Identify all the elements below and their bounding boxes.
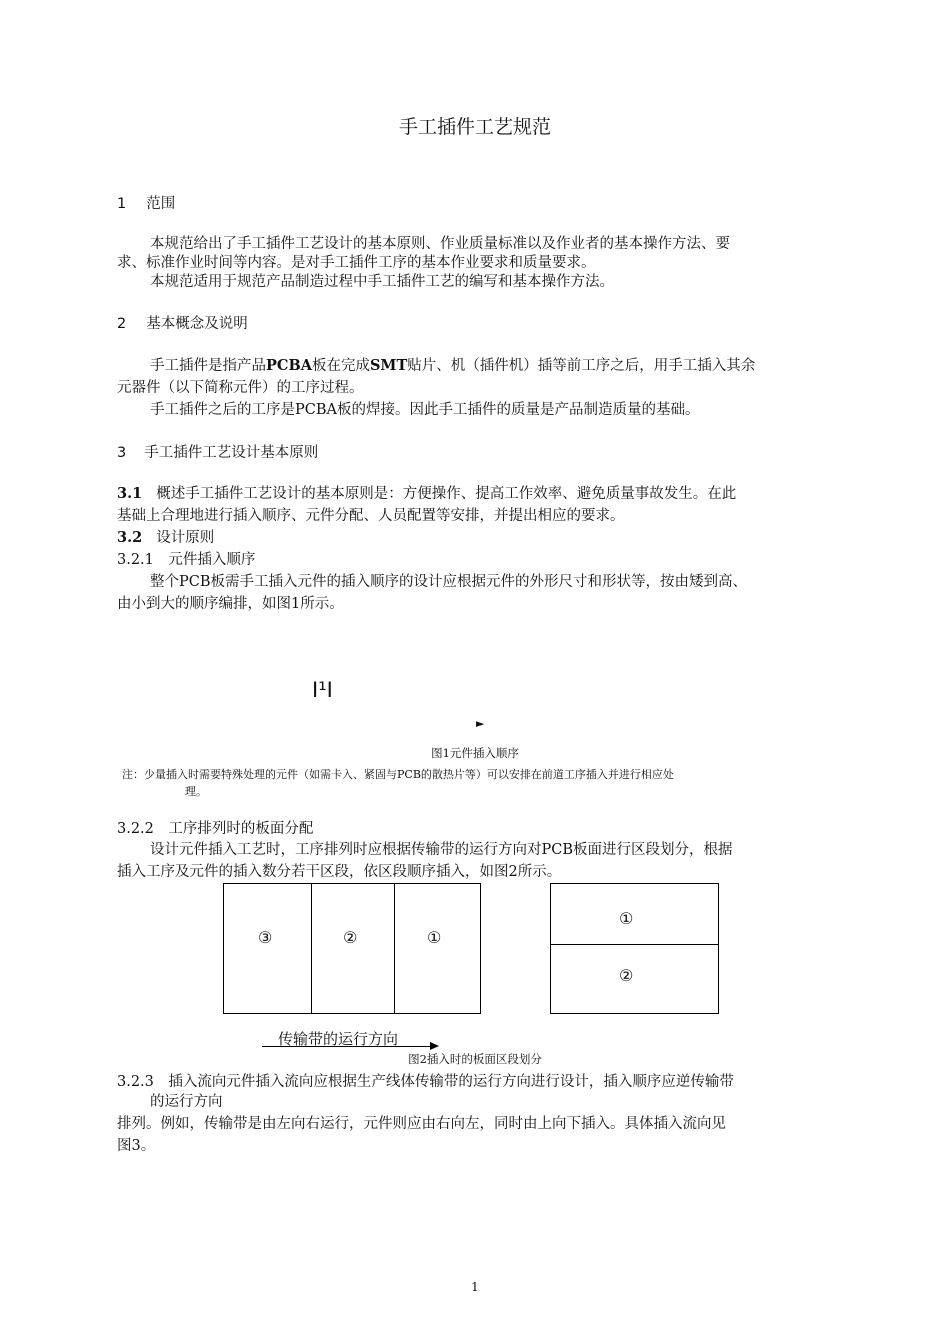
section-2-title: 基本概念及说明: [146, 316, 248, 332]
section-2-heading: [117, 312, 248, 333]
conveyor-arrow-line: [262, 1046, 434, 1047]
figure-1-arrow-icon: ►: [476, 717, 485, 730]
sec323-line2: 的运行方向: [150, 1094, 223, 1110]
sec322-line1: 设计元件插入工艺时，工序排列时应根据传输带的运行方向对PCB板面进行区段划分，根据: [150, 842, 733, 858]
figure-2-right-board: [550, 883, 719, 1014]
section-3-title: 手工插件工艺设计基本原则: [144, 445, 319, 461]
figure-2-caption: 图2插入时的板面区段划分: [408, 1052, 542, 1066]
section-3-number: 3: [117, 445, 127, 461]
sec322-heading: 3.2.2 工序排列时的板面分配: [117, 821, 314, 837]
text-span: 手工插件是指产品: [150, 358, 266, 374]
zone-label: ①: [619, 909, 634, 928]
sec323-line3: 排列。例如，传输带是由左向右运行，元件则应由右向左，同时由上向下插入。具体插入流向见: [117, 1116, 726, 1132]
zone-label: ①: [427, 928, 442, 947]
sec323-line1: 3.2.3 插入流向元件插入流向应根据生产线体传输带的运行方向进行设计，插入顺序应逆传输带: [117, 1074, 734, 1090]
zone-label: ③: [258, 928, 273, 947]
sec32-number: 3.2: [117, 529, 143, 546]
arrow-head-icon: [430, 1041, 440, 1051]
figure-2-left-board: [223, 883, 481, 1014]
note-line2: 理。: [185, 785, 207, 798]
figure-1-caption: 图1元件插入顺序: [431, 746, 519, 760]
sec1-para1-line1: 本规范给出了手工插件工艺设计的基本原则、作业质量标准以及作业者的基本操作方法、要: [150, 236, 730, 252]
sec31-number: 3.1: [117, 485, 143, 502]
sec1-para2: 本规范适用于规范产品制造过程中手工插件工艺的编写和基本操作方法。: [150, 274, 614, 290]
section-1-heading: [117, 192, 175, 213]
page-title: 手工插件工艺规范: [398, 116, 551, 138]
zone-label: ②: [619, 966, 634, 985]
sec2-para1-line1: [150, 354, 755, 375]
sec1-para1-line2: 求、标准作业时间等内容。是对手工插件工序的基本作业要求和质量要求。: [117, 255, 596, 271]
page-number: 1: [471, 1280, 479, 1294]
section-1-number: 1: [117, 196, 127, 212]
divider: [311, 883, 312, 1014]
section-2-number: 2: [117, 316, 127, 332]
pcba-term: PCBA: [266, 357, 312, 374]
sec323-line4: 图3。: [117, 1138, 156, 1154]
sec321-heading: 3.2.1 元件插入顺序: [117, 552, 256, 568]
note-line1: 注：少量插入时需要特殊处理的元件（如需卡入、紧固与PCB的散热片等）可以安排在前道工序插入并进行相应处: [122, 768, 674, 781]
text-span: 贴片、机（插件机）插等前工序之后，用手工插入其余: [407, 358, 756, 374]
sec2-para1-line2: 元器件（以下简称元件）的工序过程。: [117, 380, 364, 396]
text-span: 板在完成: [311, 358, 370, 374]
text-span: 设计原则: [156, 530, 215, 546]
sec322-line2: 插入工序及元件的插入数分若干区段，依区段顺序插入，如图2所示。: [117, 864, 562, 880]
section-3-heading: [117, 441, 318, 462]
sec321-line1: 整个PCB板需手工插入元件的插入顺序的设计应根据元件的外形尺寸和形状等，按由矮到高、: [150, 574, 748, 590]
sec31-line2: 基础上合理地进行插入顺序、元件分配、人员配置等安排，并提出相应的要求。: [117, 508, 625, 524]
smt-term: SMT: [369, 357, 408, 374]
divider: [394, 883, 395, 1014]
sec321-line2: 由小到大的顺序编排，如图1所示。: [117, 596, 344, 612]
zone-label: ②: [343, 928, 358, 947]
sec31-line1: [117, 482, 736, 503]
divider: [550, 944, 719, 945]
figure-1-glyph: I¹I: [312, 678, 333, 702]
sec32-heading: [117, 526, 214, 547]
text-span: 概述手工插件工艺设计的基本原则是：方便操作、提高工作效率、避免质量事故发生。在此: [156, 486, 737, 502]
section-1-title: 范围: [146, 196, 176, 212]
conveyor-direction-label: 传输带的运行方向: [278, 1030, 399, 1048]
sec2-para2: 手工插件之后的工序是PCBA板的焊接。因此手工插件的质量是产品制造质量的基础。: [150, 402, 700, 418]
